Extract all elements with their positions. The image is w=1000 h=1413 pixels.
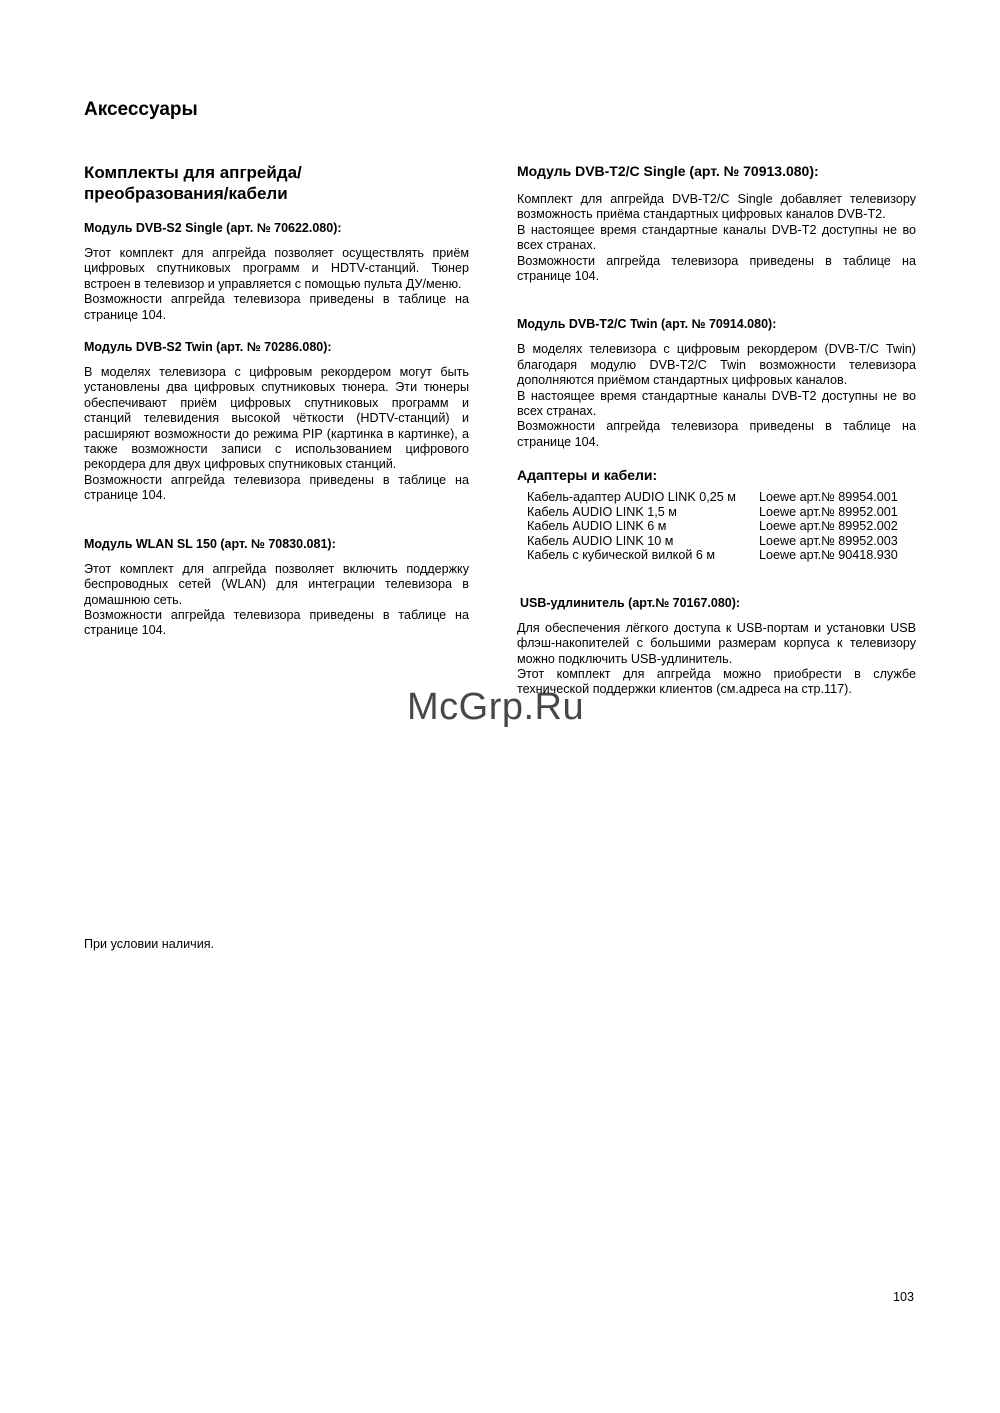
dvb-t2-twin-text (517, 342, 916, 450)
table-row (527, 534, 898, 549)
paragraph: Для обеспечения лёгкого доступа к USB-портам и установки USB флэш-накопителей с большими размерам корпуса к телевизору можно подключить USB-удлинитель. (517, 620, 916, 666)
dvb-t2-single-title: Модуль DVB-T2/C Single (арт. № 70913.080): (517, 163, 819, 179)
adapters-table (527, 490, 898, 563)
adapters-title: Адаптеры и кабели: (517, 467, 658, 484)
cable-art: Loewe арт.№ 90418.930 (759, 548, 898, 563)
wlan-title: Модуль WLAN SL 150 (арт. № 70830.081): (84, 536, 336, 551)
cable-name: Кабель с кубической вилкой 6 м (527, 548, 716, 563)
paragraph: В моделях телевизора с цифровым рекордером могут быть установлены два цифровых спутниковых тюнера. Эти тюнеры обеспечивают приём цифровых спутниковых программ и станций телевидения высокой чёткости (HDTV-станций) и расширяют возможности до режима PIP (картинка в картинке), а также возможности записи с использованием цифрового рекордера для двух цифровых спутниковых станций. (84, 365, 469, 472)
dvb-s2-single-title: Модуль DVB-S2 Single (арт. № 70622.080): (84, 221, 342, 235)
paragraph: В настоящее время стандартные каналы DVB-T2 доступны не во всех странах. (517, 388, 916, 419)
paragraph: В настоящее время стандартные каналы DVB-T2 доступны не во всех странах. (517, 222, 916, 253)
dvb-t2-single-text (517, 192, 916, 284)
paragraph: Возможности апгрейда телевизора приведены в таблице на странице 104. (84, 607, 469, 638)
paragraph: Возможности апгрейда телевизора приведены в таблице на странице 104. (517, 419, 916, 449)
watermark: McGrp.Ru (407, 686, 585, 728)
paragraph: Возможности апгрейда телевизора приведены в таблице на странице 104. (84, 472, 469, 503)
paragraph: Комплект для апгрейда DVB-T2/C Single добавляет телевизору возможность приёма стандартных цифровых каналов DVB-T2. (517, 192, 916, 222)
paragraph: Этот комплект для апгрейда можно приобрести в службе технической поддержки клиентов (см.адреса на стр.117). (517, 667, 916, 697)
cable-art: Loewe арт.№ 89952.001 (759, 504, 898, 519)
section-title-line: Комплекты для апгрейда/ (84, 163, 302, 182)
cable-name: Кабель AUDIO LINK 6 м (527, 519, 667, 534)
cable-name: Кабель AUDIO LINK 1,5 м (527, 504, 677, 519)
paragraph: Возможности апгрейда телевизора приведены в таблице на странице 104. (84, 292, 469, 322)
table-row (527, 519, 898, 534)
dvb-s2-twin-title: Модуль DVB-S2 Twin (арт. № 70286.080): (84, 340, 332, 355)
cable-art: Loewe арт.№ 89952.003 (759, 533, 898, 548)
cable-name: Кабель-адаптер AUDIO LINK 0,25 м (527, 490, 736, 505)
cable-art: Loewe арт.№ 89952.002 (759, 519, 898, 534)
left-column (84, 162, 469, 639)
cable-art: Loewe арт.№ 89954.001 (759, 490, 898, 505)
right-column (517, 162, 916, 698)
wlan-text (84, 562, 469, 639)
table-row (527, 548, 898, 563)
dvb-s2-single-text (84, 246, 469, 323)
cable-name: Кабель AUDIO LINK 10 м (527, 533, 674, 548)
paragraph: Этот комплект для апгрейда позволяет осуществлять приём цифровых спутниковых программ и HDTV-станций. Тюнер встроен в телевизор и управляется с помощью пульта ДУ/меню. (84, 246, 469, 291)
page-title: Аксессуары (84, 99, 198, 120)
dvb-s2-twin-text (84, 365, 469, 504)
paragraph: Возможности апгрейда телевизора приведены в таблице на странице 104. (517, 253, 916, 284)
dvb-t2-twin-title: Модуль DVB-T2/C Twin (арт. № 70914.080): (517, 317, 777, 332)
paragraph: Этот комплект для апгрейда позволяет включить поддержку беспроводных сетей (WLAN) для интеграции телевизора в домашнюю сеть. (84, 561, 469, 607)
page-number: 103 (893, 1290, 915, 1304)
section-title-line: преобразования/кабели (84, 184, 288, 203)
usb-extender-title: USB-удлинитель (арт.№ 70167.080): (520, 595, 741, 610)
table-row (527, 505, 898, 520)
table-row (527, 490, 898, 505)
footnote: При условии наличия. (84, 937, 215, 951)
section-title (84, 162, 469, 204)
paragraph: В моделях телевизора с цифровым рекордером (DVB-T/C Twin) благодаря модулю DVB-T2/C Twin возможности телевизора дополняются приёмом стандартных цифровых каналов. (517, 342, 916, 388)
